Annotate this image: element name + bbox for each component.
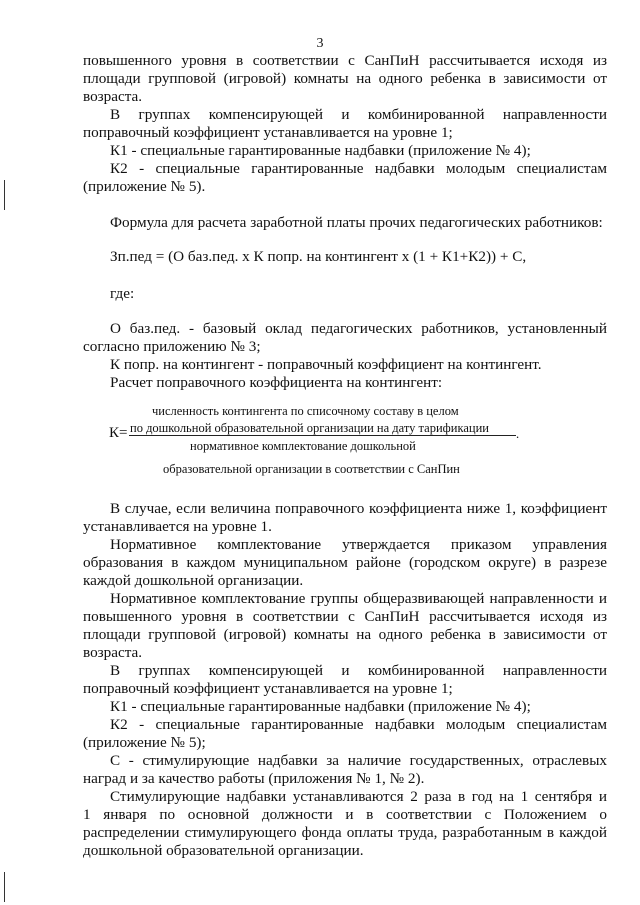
fraction-dot: . <box>516 427 520 441</box>
text-line: распределении стимулирующего фонда оплаты труда, разработанным в каждой <box>83 824 607 841</box>
text-line: Стимулирующие надбавки устанавливаются 2 раза в год на 1 сентября и <box>110 788 607 805</box>
formula: Зп.пед = (О баз.пед. х К попр. на контингент х (1 + К1+К2)) + С, <box>110 248 527 265</box>
fraction-numerator-line-2: по дошкольной образовательной организации на дату тарификации <box>130 421 489 435</box>
text-line: площади групповой (игровой) комнаты на одного ребенка в зависимости от <box>83 70 607 87</box>
text-line: поправочный коэффициент устанавливается на уровне 1; <box>83 124 453 141</box>
text-line: образования в каждом муниципальном районе (городском округе) в разрезе <box>83 554 607 571</box>
text-line: В случае, если величина поправочного коэффициента ниже 1, коэффициент <box>110 500 607 517</box>
text-line: К1 - специальные гарантированные надбавки (приложение № 4); <box>110 698 531 715</box>
text-line: К1 - специальные гарантированные надбавки (приложение № 4); <box>110 142 531 159</box>
text-line: согласно приложению № 3; <box>83 338 261 355</box>
text-line: (приложение № 5). <box>83 178 206 195</box>
text-line: дошкольной образовательной организации. <box>83 842 364 859</box>
text-line: устанавливается на уровне 1. <box>83 518 272 535</box>
text-line: Нормативное комплектование утверждается приказом управления <box>110 536 607 553</box>
text-line: возраста. <box>83 644 143 661</box>
page-number: 3 <box>316 36 324 51</box>
text-line: 1 января по основной должности и в соответствии с Положением о <box>83 806 607 823</box>
text-line: К попр. на контингент - поправочный коэффициент на контингент. <box>110 356 542 373</box>
fraction-bar <box>129 435 516 436</box>
text-line: К2 - специальные гарантированные надбавки молодым специалистам <box>110 160 607 177</box>
text-line: В группах компенсирующей и комбинированной направленности <box>110 106 607 123</box>
text-line: Расчет поправочного коэффициента на контингент: <box>110 374 443 391</box>
text-line: каждой дошкольной организации. <box>83 572 304 589</box>
fraction-denominator-line-1: нормативное комплектование дошкольной <box>190 439 416 453</box>
text-line: К2 - специальные гарантированные надбавки молодым специалистам <box>110 716 607 733</box>
text-line: Нормативное комплектование группы общеразвивающей направленности и <box>110 590 607 607</box>
text-line: площади групповой (игровой) комнаты на одного ребенка в зависимости от <box>83 626 607 643</box>
text-line: В группах компенсирующей и комбинированной направленности <box>110 662 607 679</box>
text-line: (приложение № 5); <box>83 734 206 751</box>
where-label: где: <box>110 285 135 302</box>
text-line: повышенного уровня в соответствии с СанПиН рассчитывается исходя из <box>83 52 607 69</box>
text-line: возраста. <box>83 88 143 105</box>
fraction-k-label: К= <box>109 425 128 441</box>
fraction-denominator-line-2: образовательной организации в соответствии с СанПин <box>163 462 460 476</box>
fraction-numerator-line-1: численность контингента по списочному составу в целом <box>152 404 459 418</box>
text-line: поправочный коэффициент устанавливается на уровне 1; <box>83 680 453 697</box>
formula-title: Формула для расчета заработной платы прочих педагогических работников: <box>110 214 603 231</box>
text-line: повышенного уровня в соответствии с СанПиН рассчитывается исходя из <box>83 608 607 625</box>
margin-mark-top <box>4 180 5 210</box>
text-line: наград и за качество работы (приложения № 1, № 2). <box>83 770 425 787</box>
text-line: О баз.пед. - базовый оклад педагогических работников, установленный <box>110 320 607 337</box>
text-line: С - стимулирующие надбавки за наличие государственных, отраслевых <box>110 752 607 769</box>
margin-mark-bottom <box>4 872 5 902</box>
